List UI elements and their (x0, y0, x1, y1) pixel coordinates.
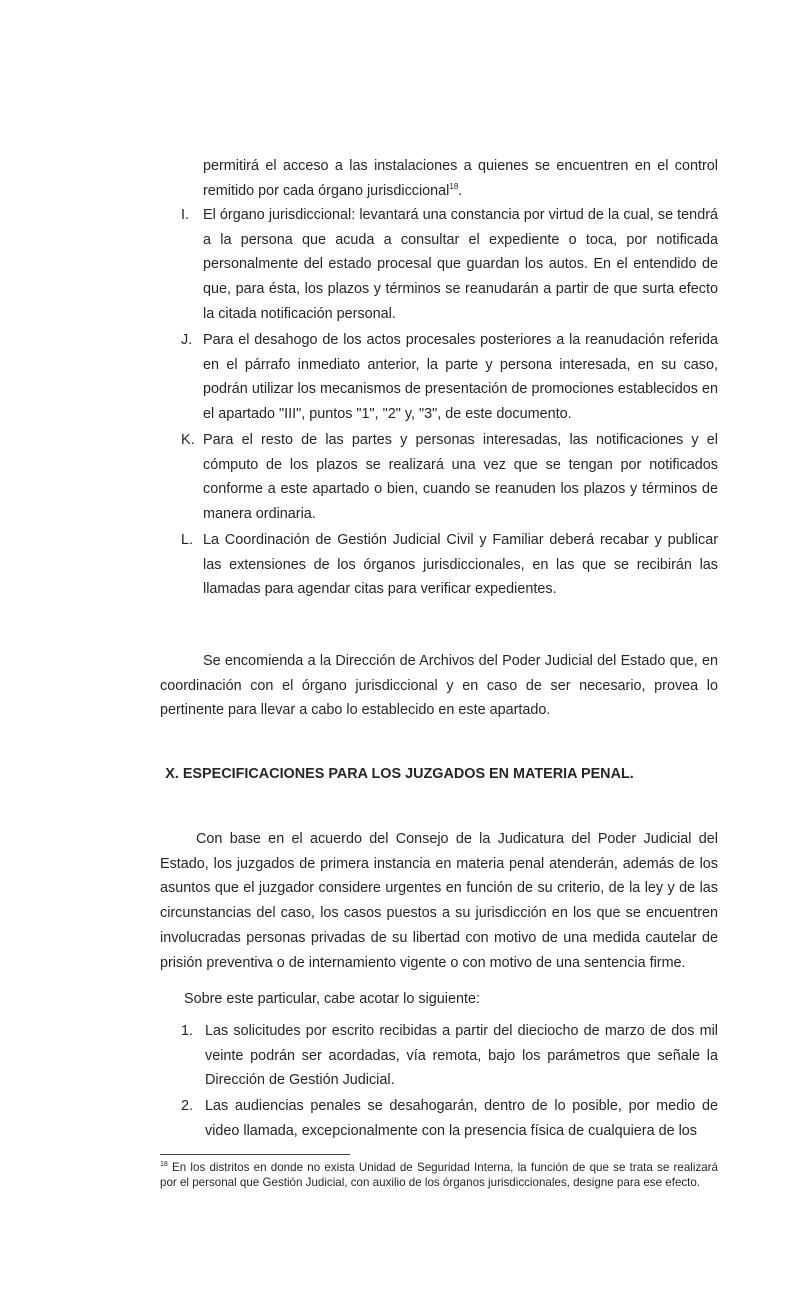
section-heading: X. ESPECIFICACIONES PARA LOS JUZGADOS EN MATERIA PENAL. (165, 766, 634, 782)
numbered-item-2 (181, 1094, 718, 1143)
list-marker: K. (181, 432, 195, 448)
list-marker: J. (181, 332, 193, 348)
list-item-i (181, 203, 718, 327)
footnote-ref: 18 (449, 181, 459, 191)
list-marker: L. (181, 532, 194, 548)
footnote-text: En los distritos en donde no exista Unidad de Seguridad Interna, la función de que se trata se realizará por el personal que Gestión Judicial, con auxilio de los órganos jurisdiccionales, designe para ese efecto. (160, 1161, 718, 1190)
list-item-text: La Coordinación de Gestión Judicial Civil y Familiar deberá recabar y publicar las extensiones de los órganos jurisdiccionales, en las que se recibirán las llamadas para agendar citas para verificar expedientes. (203, 532, 718, 598)
list-item-text: Para el desahogo de los actos procesales posteriores a la reanudación referida en el párrafo inmediato anterior, la parte y persona interesada, en su caso, podrán utilizar los mecanismos de presentación de promociones establecidos en el apartado "III", puntos "1", "2" y, "3", de este documento. (203, 332, 718, 423)
intro-end: . (458, 182, 463, 199)
footnote-number: 18 (160, 1161, 168, 1169)
list-item-l (181, 528, 718, 602)
footnote-separator (160, 1154, 350, 1155)
numbered-item-1 (181, 1019, 718, 1093)
list-item-k (181, 428, 718, 527)
intro-paragraph (203, 154, 718, 203)
list-item-text: Para el resto de las partes y personas interesadas, las notificaciones y el cómputo de los plazos se realizará una vez que se tengan por notificados conforme a este apartado o bien, cuando se reanuden los plazos y términos de manera ordinaria. (203, 432, 718, 523)
list-item-text: Las audiencias penales se desahogarán, dentro de lo posible, por medio de video llamada, excepcionalmente con la presencia física de cualquiera de los (205, 1098, 718, 1139)
penal-paragraph: Con base en el acuerdo del Consejo de la Judicatura del Poder Judicial del Estado, los juzgados de primera instancia en materia penal atenderán, además de los asuntos que el juzgador considere urgentes en función de su criterio, de la ley y de las circunstancias del caso, los casos puestos a su jurisdicción en los que se encuentren involucradas personas privadas de su libertad con motivo de una medida cautelar de prisión preventiva o de internamiento vigente o con motivo de una sentencia firme. (160, 831, 718, 971)
list-item-j (181, 328, 718, 427)
list-marker: I. (181, 207, 189, 223)
list-marker: 1. (181, 1023, 194, 1039)
list-marker: 2. (181, 1098, 194, 1114)
intro-text: permitirá el acceso a las instalaciones a quienes se encuentren en el control remitido por cada órgano jurisdiccional (203, 158, 718, 199)
archive-paragraph: Se encomienda a la Dirección de Archivos del Poder Judicial del Estado que, en coordinación con el órgano jurisdiccional y en caso de ser necesario, provea lo pertinente para llevar a cabo lo establecido en este apartado. (160, 653, 718, 719)
particular-line: Sobre este particular, cabe acotar lo siguiente: (184, 991, 480, 1007)
footnote (160, 1160, 718, 1190)
list-item-text: El órgano jurisdiccional: levantará una constancia por virtud de la cual, se tendrá a la persona que acuda a consultar el expediente o toca, por notificada personalmente del estado procesal que guardan los autos. En el entendido de que, para ésta, los plazos y términos se reanudarán a partir de que surta efecto la citada notificación personal. (203, 207, 718, 322)
list-item-text: Las solicitudes por escrito recibidas a partir del dieciocho de marzo de dos mil veinte podrán ser acordadas, vía remota, bajo los parámetros que señale la Dirección de Gestión Judicial. (205, 1023, 718, 1089)
